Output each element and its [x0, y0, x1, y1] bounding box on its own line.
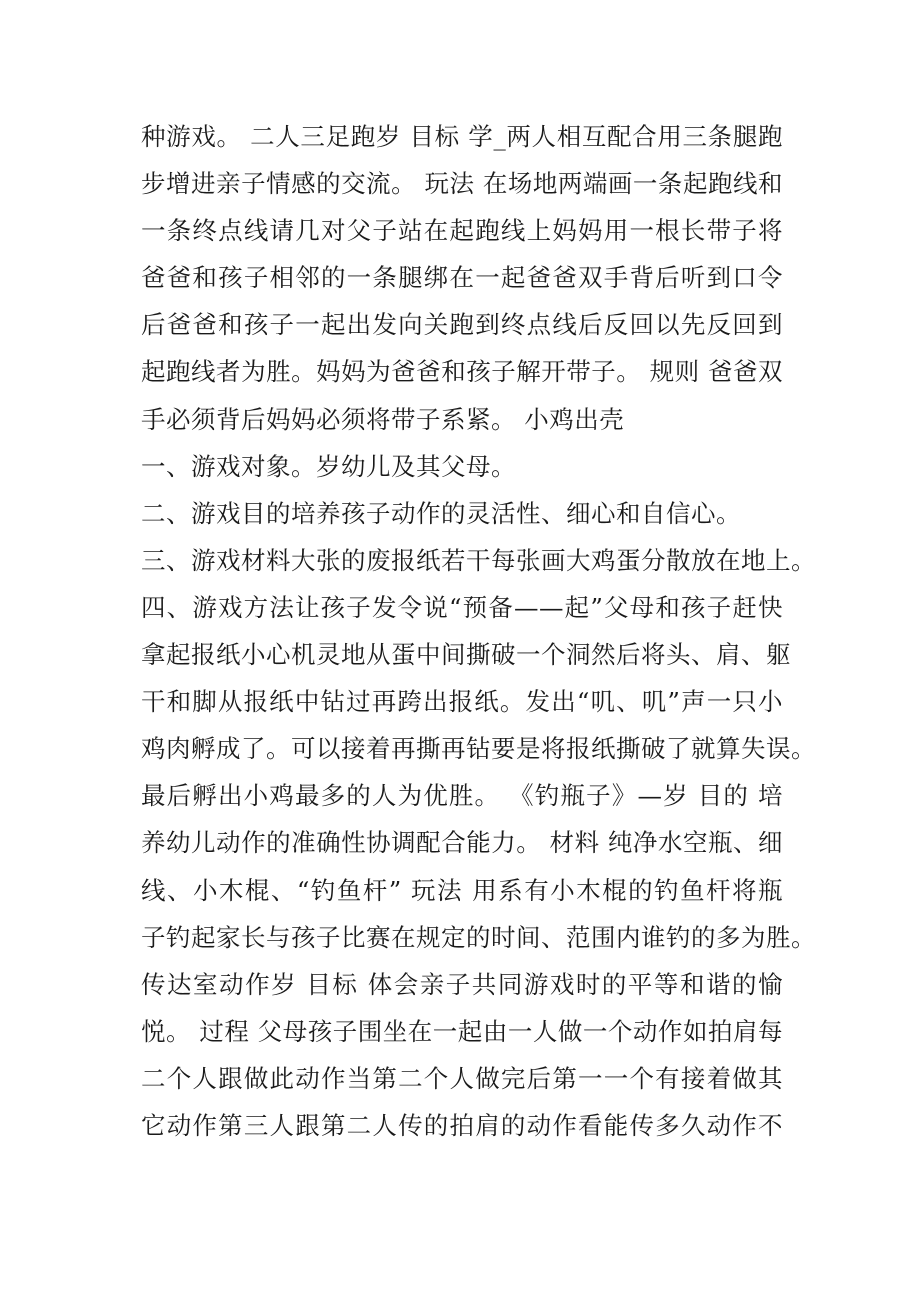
text-line: 起跑线者为胜。妈妈为爸爸和孩子解开带子。 规则 爸爸双 [141, 357, 783, 387]
text-line: 手必须背后妈妈必须将带子系紧。 小鸡出壳 [141, 404, 625, 434]
text-line: 一条终点线请几对父子站在起跑线上妈妈用一根长带子将 [141, 216, 783, 246]
text-line: 鸡肉孵成了。可以接着再撕再钻要是将报纸撕破了就算失误。 [141, 734, 816, 764]
text-line: 子钓起家长与孩子比赛在规定的时间、范围内谁钓的多为胜。 [141, 922, 816, 952]
text-line: 养幼儿动作的准确性协调配合能力。 材料 纯净水空瓶、细 [141, 828, 783, 858]
text-line: 三、游戏材料大张的废报纸若干每张画大鸡蛋分散放在地上。 [141, 545, 816, 575]
text-line: 爸爸和孩子相邻的一条腿绑在一起爸爸双手背后听到口令 [141, 263, 783, 293]
text-line: 线、小木棍、“钓鱼杆” 玩法 用系有小木棍的钓鱼杆将瓶 [141, 875, 783, 905]
text-line: 种游戏。 二人三足跑岁 目标 学_两人相互配合用三条腿跑 [141, 122, 783, 151]
text-line: 拿起报纸小心机灵地从蛋中间撕破一个洞然后将头、肩、躯 [141, 640, 791, 670]
text-line: 一、游戏对象。岁幼儿及其父母。 [141, 451, 516, 481]
text-line: 二、游戏目的培养孩子动作的灵活性、细心和自信心。 [141, 498, 741, 528]
text-line: 四、游戏方法让孩子发令说“预备——起”父母和孩子赶快 [141, 592, 783, 622]
text-line: 干和脚从报纸中钻过再跨出报纸。发出“叽、叽”声一只小 [141, 687, 783, 717]
text-line: 悦。 过程 父母孩子围坐在一起由一人做一个动作如拍肩每 [141, 1016, 783, 1046]
document-body-text [141, 113, 816, 1149]
text-line: 二个人跟做此动作当第二个人做完后第一一个有接着做其 [141, 1063, 783, 1093]
text-line: 最后孵出小鸡最多的人为优胜。 《钓瓶子》—岁 目的 培 [141, 781, 783, 811]
text-line: 步增进亲子情感的交流。 玩法 在场地两端画一条起跑线和 [141, 169, 783, 199]
text-line: 传达室动作岁 目标 体会亲子共同游戏时的平等和谐的愉 [141, 969, 783, 999]
text-line: 它动作第三人跟第二人传的拍肩的动作看能传多久动作不 [141, 1110, 783, 1140]
text-line: 后爸爸和孩子一起出发向关跑到终点线后反回以先反回到 [141, 310, 783, 340]
